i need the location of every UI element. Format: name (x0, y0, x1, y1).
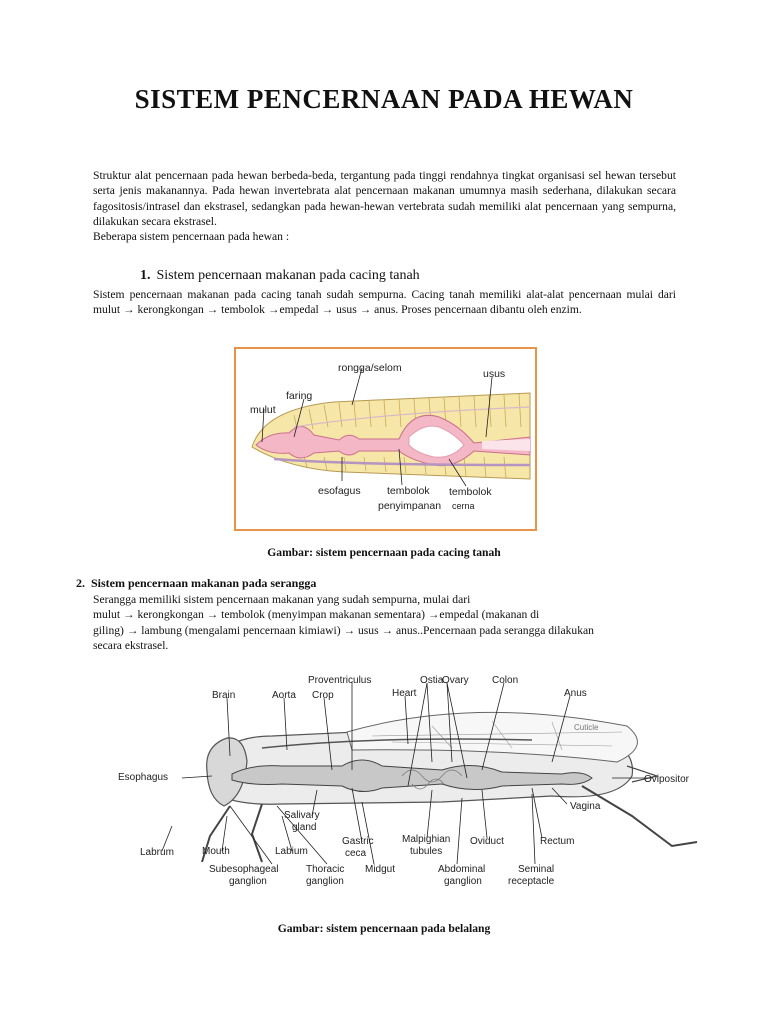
section1-number: 1. (140, 268, 151, 283)
label-ostia: Ostia (420, 675, 444, 686)
label-malpighian: Malpighian (402, 834, 451, 845)
label-esofagus: esofagus (318, 485, 361, 497)
section2-number: 2. (76, 576, 85, 590)
label-tembolok-2: tembolok (449, 486, 492, 498)
earthworm-diagram (234, 347, 537, 531)
label-tubules: tubules (410, 846, 443, 857)
label-cuticle: Cuticle (574, 723, 599, 732)
section2-heading (76, 576, 316, 591)
section1-title: Sistem pencernaan makanan pada cacing tanah (156, 268, 420, 283)
section2-line-3: giling) → lambung (mengalami pencernaan kimiawi) → usus → anus..Pencernaan pada serangga dilakukan (93, 623, 594, 637)
label-labrum: Labrum (140, 847, 174, 858)
label-rongga: rongga/selom (338, 362, 402, 374)
page-title: SISTEM PENCERNAAN PADA HEWAN (134, 84, 634, 114)
grasshopper-diagram (112, 666, 702, 896)
label-receptacle: receptacle (508, 876, 555, 887)
label-cerna: cerna (452, 501, 475, 511)
label-mulut: mulut (250, 404, 276, 416)
caption-earthworm: Gambar: sistem pencernaan pada cacing tanah (267, 546, 501, 559)
label-ceca: ceca (345, 848, 367, 859)
label-anus: Anus (564, 688, 587, 699)
earthworm-figure (234, 347, 537, 531)
label-abdominal: Abdominal (438, 864, 486, 875)
grasshopper-figure (112, 666, 702, 896)
label-salivary: Salivary (284, 810, 320, 821)
label-midgut: Midgut (365, 864, 396, 875)
label-subesophageal: Subesophageal (209, 864, 279, 875)
caption-grasshopper: Gambar: sistem pencernaan pada belalang (277, 922, 491, 935)
label-gland: gland (292, 822, 317, 833)
label-tembolok-1: tembolok (387, 485, 430, 497)
label-rectum: Rectum (540, 836, 575, 847)
label-crop: Crop (312, 690, 334, 701)
label-brain: Brain (212, 690, 236, 701)
label-proventriculus: Proventriculus (308, 675, 372, 686)
label-labium: Labium (275, 846, 308, 857)
label-usus: usus (483, 368, 506, 380)
label-thoracic-ganglion: ganglion (306, 876, 344, 887)
label-mouth: Mouth (202, 846, 230, 857)
label-thoracic: Thoracic (306, 864, 345, 875)
label-ovipositor: Ovipositor (644, 774, 690, 785)
label-gastric: Gastric (342, 836, 374, 847)
label-colon: Colon (492, 675, 519, 686)
section2-line-4: secara ekstrasel. (93, 638, 169, 652)
section2-line-2: mulut → kerongkongan → tembolok (menyimpan makanan sementara) →empedal (makanan di (93, 608, 540, 622)
section2-line-1: Serangga memiliki sistem pencernaan makanan yang sudah sempurna, mulai dari (93, 593, 471, 606)
label-esophagus: Esophagus (118, 772, 169, 783)
section1-body: Sistem pencernaan makanan pada cacing tanah sudah sempurna. Cacing tanah memiliki alat-alat pencernaan mulai dari mulut → kerongkongan → tembolok →empedal → usus → anus. Proses pencernaan dibantu oleh enzim. (93, 288, 676, 317)
label-faring: faring (286, 390, 313, 402)
label-ovary: Ovary (442, 675, 469, 686)
intro-text: Struktur alat pencernaan pada hewan berbeda-beda, tergantung pada tinggi rendahnya tingkat organisasi sel hewan tersebut serta jenis makanannya. Pada hewan invertebrata alat pencernaan makanan umumnya masih sederhana, dilakukan secara fagositosis/intrasel dan ekstrasel, sedangkan pada hewan-hewan vertebrata sudah memiliki alat pencernaan yang sempurna, dilakukan secara ekstrasel. (93, 169, 676, 228)
label-heart: Heart (392, 688, 417, 699)
label-abdominal-ganglion: ganglion (444, 876, 482, 887)
section2-body (93, 592, 693, 653)
label-aorta: Aorta (272, 690, 296, 701)
label-oviduct: Oviduct (470, 836, 504, 847)
label-vagina: Vagina (570, 801, 601, 812)
section1-heading (140, 268, 420, 284)
intro-list-line: Beberapa sistem pencernaan pada hewan : (93, 230, 290, 244)
label-penyimpanan: penyimpanan (378, 500, 442, 512)
label-seminal: Seminal (518, 864, 555, 875)
label-subesophageal-ganglion: ganglion (229, 876, 267, 887)
intro-paragraph (93, 168, 676, 244)
section2-title: Sistem pencernaan makanan pada serangga (91, 576, 317, 590)
